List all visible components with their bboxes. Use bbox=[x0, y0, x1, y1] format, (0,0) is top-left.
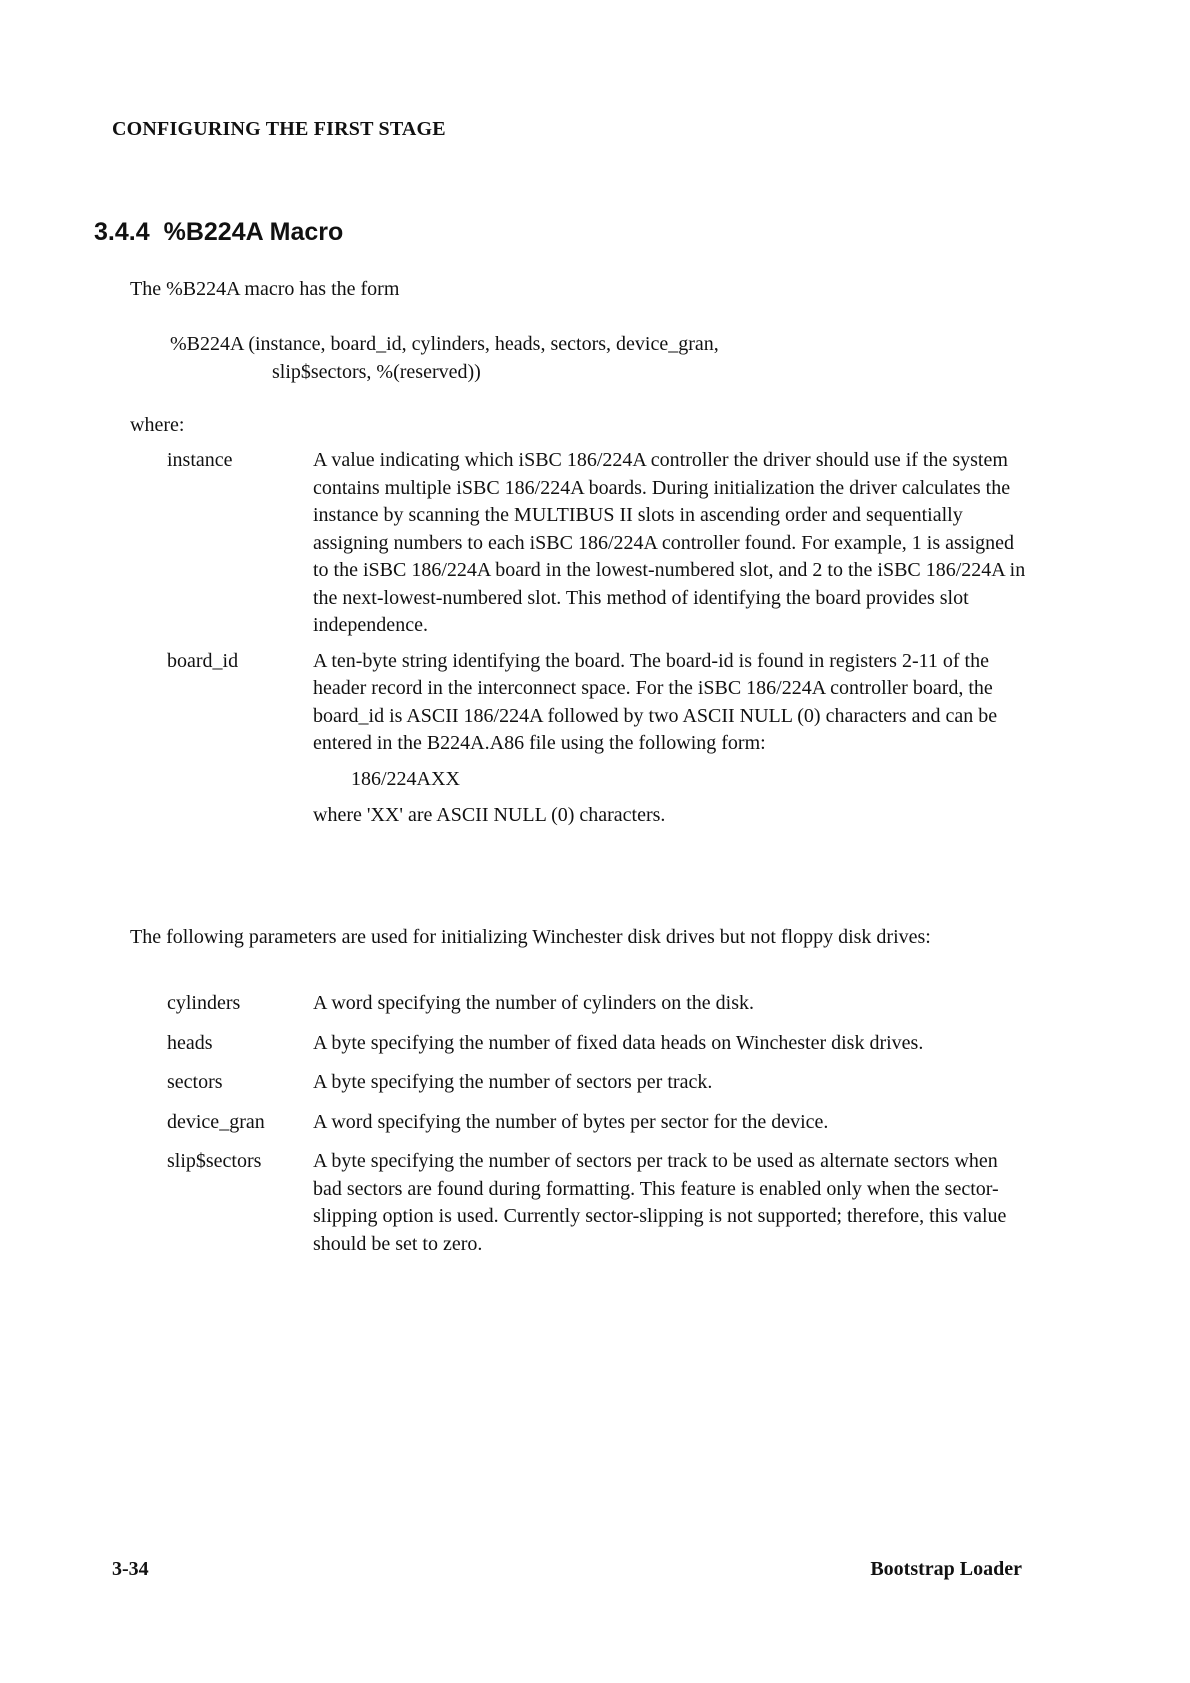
section-title-text: %B224A Macro bbox=[163, 218, 344, 246]
section-title bbox=[94, 218, 343, 247]
footer-book-title: Bootstrap Loader bbox=[870, 1558, 1022, 1580]
parameter-entry-heads bbox=[167, 1030, 1027, 1058]
section-number: 3.4.4 bbox=[94, 218, 150, 246]
board-id-example-note: where 'XX' are ASCII NULL (0) characters. bbox=[313, 804, 666, 826]
parameter-entry-sectors bbox=[167, 1069, 1027, 1097]
parameter-description: A word specifying the number of cylinders on the disk. bbox=[313, 992, 755, 1014]
parameter-term: cylinders bbox=[167, 992, 241, 1014]
footer-page-number: 3-34 bbox=[112, 1558, 149, 1580]
parameter-term: sectors bbox=[167, 1071, 223, 1093]
parameter-list bbox=[167, 990, 1027, 1270]
where-label: where: bbox=[130, 414, 185, 436]
macro-form-line-2: slip$sectors, %(reserved)) bbox=[272, 360, 481, 383]
definition-entry-board-id bbox=[167, 648, 1027, 830]
parameter-entry-device-gran bbox=[167, 1109, 1027, 1137]
running-head: CONFIGURING THE FIRST STAGE bbox=[112, 118, 446, 140]
parameter-description: A word specifying the number of bytes per sector for the device. bbox=[313, 1110, 829, 1133]
board-id-example: 186/224AXX bbox=[351, 767, 460, 790]
intro-paragraph: The %B224A macro has the form bbox=[130, 278, 400, 300]
definition-entry-instance bbox=[167, 447, 1027, 640]
parameter-description: A byte specifying the number of fixed data heads on Winchester disk drives. bbox=[313, 1031, 924, 1054]
definition-description: A ten-byte string identifying the board. The board-id is found in registers 2-11 of the header record in the interconnect space. For the iSBC 186/224A controller board, the board_id is ASCII 186/224A followed by two ASCII NULL (0) characters and can be entered in the B224A.A86 file using the following form: bbox=[313, 649, 998, 754]
definition-term: instance bbox=[167, 449, 233, 471]
macro-form-line-1: %B224A (instance, board_id, cylinders, heads, sectors, device_gran, bbox=[170, 333, 719, 355]
parameter-term: slip$sectors bbox=[167, 1150, 262, 1172]
definition-term: board_id bbox=[167, 649, 239, 672]
parameter-description: A byte specifying the number of sectors per track to be used as alternate sectors when bad sectors are found during formatting. This feature is enabled only when the sector-slipping option is used. Currently sector-slipping is not supported; therefore, this value should be set to zero. bbox=[313, 1150, 1007, 1255]
macro-form bbox=[170, 331, 719, 386]
definition-description: A value indicating which iSBC 186/224A controller the driver should use if the system contains multiple iSBC 186/224A boards. During initialization the driver calculates the instance by scanning the MULTIBUS II slots in ascending order and sequentially assigning numbers to each iSBC 186/224A controller found. For example, 1 is assigned to the iSBC 186/224A board in the lowest-numbered slot, and 2 to the iSBC 186/224A in the next-lowest-numbered slot. This method of identifying the board provides slot independence. bbox=[313, 449, 1026, 636]
definition-list bbox=[167, 447, 1027, 838]
parameter-description: A byte specifying the number of sectors per track. bbox=[313, 1071, 713, 1093]
parameter-term: device_gran bbox=[167, 1110, 265, 1133]
parameter-entry-slip-sectors bbox=[167, 1148, 1027, 1258]
parameter-entry-cylinders bbox=[167, 990, 1027, 1018]
parameter-term: heads bbox=[167, 1031, 213, 1054]
parameters-intro: The following parameters are used for initializing Winchester disk drives but not floppy disk drives: bbox=[130, 926, 931, 948]
